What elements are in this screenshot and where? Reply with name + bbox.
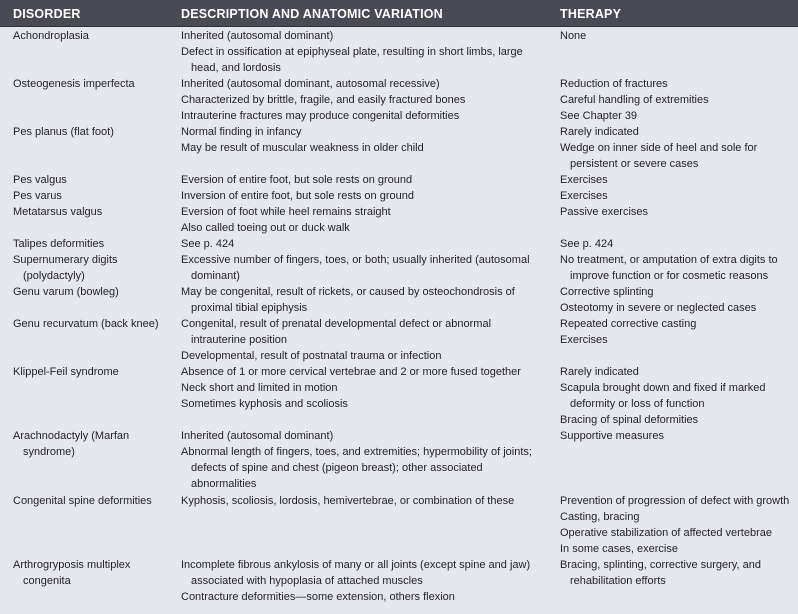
therapy-cell: Repeated corrective casting <box>560 318 697 330</box>
disorder-cell: syndrome) <box>23 446 75 458</box>
description-cell: May be congenital, result of rickets, or caused by osteochondrosis of <box>181 286 515 298</box>
disorder-cell: (polydactyly) <box>23 270 85 282</box>
therapy-cell: Supportive measures <box>560 430 664 442</box>
header-therapy: THERAPY <box>560 7 622 21</box>
disorder-cell: Genu varum (bowleg) <box>13 286 119 298</box>
description-cell: dominant) <box>191 270 240 282</box>
description-cell: Normal finding in infancy <box>181 126 302 138</box>
therapy-cell: Prevention of progression of defect with growth <box>560 495 790 507</box>
description-cell: Absence of 1 or more cervical vertebrae and 2 or more fused together <box>181 366 521 378</box>
therapy-cell: Careful handling of extremities <box>560 94 709 106</box>
therapy-cell: persistent or severe cases <box>570 158 699 170</box>
disorder-cell: Genu recurvatum (back knee) <box>13 318 159 330</box>
description-cell: Inherited (autosomal dominant, autosomal recessive) <box>181 78 440 90</box>
disorder-cell: Arthrogryposis multiplex <box>13 559 131 571</box>
description-cell: Neck short and limited in motion <box>181 382 338 394</box>
therapy-cell: Operative stabilization of affected vertebrae <box>560 527 772 539</box>
therapy-cell: See p. 424 <box>560 238 614 250</box>
therapy-cell: Passive exercises <box>560 206 649 218</box>
description-cell: Intrauterine fractures may produce congenital deformities <box>181 110 460 122</box>
description-cell: Developmental, result of postnatal trauma or infection <box>181 350 442 362</box>
therapy-cell: Exercises <box>560 174 608 186</box>
disorder-cell: Metatarsus valgus <box>13 206 103 218</box>
disorder-cell: Congenital spine deformities <box>13 495 152 507</box>
disorder-cell: Klippel-Feil syndrome <box>13 366 119 378</box>
disorder-cell: Supernumerary digits <box>13 254 118 266</box>
description-cell: Defect in ossification at epiphyseal plate, resulting in short limbs, large <box>181 46 523 58</box>
therapy-cell: Rarely indicated <box>560 126 639 138</box>
therapy-cell: Casting, bracing <box>560 511 640 523</box>
therapy-cell: Exercises <box>560 334 608 346</box>
description-cell: May be result of muscular weakness in older child <box>181 142 424 154</box>
description-cell: defects of spine and chest (pigeon breast); other associated <box>191 462 483 474</box>
description-cell: Abnormal length of fingers, toes, and extremities; hypermobility of joints; <box>181 446 532 458</box>
therapy-cell: In some cases, exercise <box>560 543 678 555</box>
therapy-cell: Scapula brought down and fixed if marked <box>560 382 766 394</box>
description-cell: Sometimes kyphosis and scoliosis <box>181 398 348 410</box>
disorder-cell: congenita <box>23 575 71 587</box>
disorder-cell: Arachnodactyly (Marfan <box>13 430 130 442</box>
disorder-cell: Pes valgus <box>13 174 67 186</box>
therapy-cell: Corrective splinting <box>560 286 654 298</box>
header-description: DESCRIPTION AND ANATOMIC VARIATION <box>181 7 443 21</box>
description-cell: Excessive number of fingers, toes, or both; usually inherited (autosomal <box>181 254 530 266</box>
therapy-cell: Exercises <box>560 190 608 202</box>
description-cell: proximal tibial epiphysis <box>191 302 308 314</box>
header-disorder: DISORDER <box>13 7 81 21</box>
description-cell: abnormalities <box>191 478 257 490</box>
therapy-cell: Osteotomy in severe or neglected cases <box>560 302 757 314</box>
description-cell: Eversion of entire foot, but sole rests on ground <box>181 174 413 186</box>
therapy-cell: rehabilitation efforts <box>570 575 666 587</box>
therapy-cell: None <box>560 30 587 42</box>
description-cell: associated with hypoplasia of attached muscles <box>191 575 423 587</box>
description-cell: Inherited (autosomal dominant) <box>181 430 334 442</box>
description-cell: intrauterine position <box>191 334 288 346</box>
disorder-cell: Talipes deformities <box>13 238 105 250</box>
description-cell: Inversion of entire foot, but sole rests on ground <box>181 190 414 202</box>
table-header <box>0 0 798 27</box>
description-cell: Characterized by brittle, fragile, and easily fractured bones <box>181 94 466 106</box>
description-cell: head, and lordosis <box>191 62 281 74</box>
disorder-cell: Pes varus <box>13 190 62 202</box>
therapy-cell: See Chapter 39 <box>560 110 638 122</box>
description-cell: Eversion of foot while heel remains straight <box>181 206 391 218</box>
therapy-cell: improve function or for cosmetic reasons <box>570 270 769 282</box>
therapy-cell: Rarely indicated <box>560 366 639 378</box>
therapy-cell: Wedge on inner side of heel and sole for <box>560 142 758 154</box>
disorder-cell: Osteogenesis imperfecta <box>13 78 135 90</box>
disorder-cell: Pes planus (flat foot) <box>13 126 114 138</box>
description-cell: Also called toeing out or duck walk <box>181 222 350 234</box>
description-cell: Inherited (autosomal dominant) <box>181 30 334 42</box>
therapy-cell: Bracing of spinal deformities <box>560 414 699 426</box>
therapy-cell: No treatment, or amputation of extra digits to <box>560 254 778 266</box>
description-cell: Incomplete fibrous ankylosis of many or all joints (except spine and jaw) <box>181 559 531 571</box>
therapy-cell: deformity or loss of function <box>570 398 705 410</box>
description-cell: Contracture deformities—some extension, others flexion <box>181 591 455 603</box>
description-cell: Congenital, result of prenatal developmental defect or abnormal <box>181 318 492 330</box>
description-cell: See p. 424 <box>181 238 235 250</box>
disorder-cell: Achondroplasia <box>13 30 89 42</box>
therapy-cell: Reduction of fractures <box>560 78 668 90</box>
description-cell: Kyphosis, scoliosis, lordosis, hemivertebrae, or combination of these <box>181 495 515 507</box>
therapy-cell: Bracing, splinting, corrective surgery, and <box>560 559 761 571</box>
